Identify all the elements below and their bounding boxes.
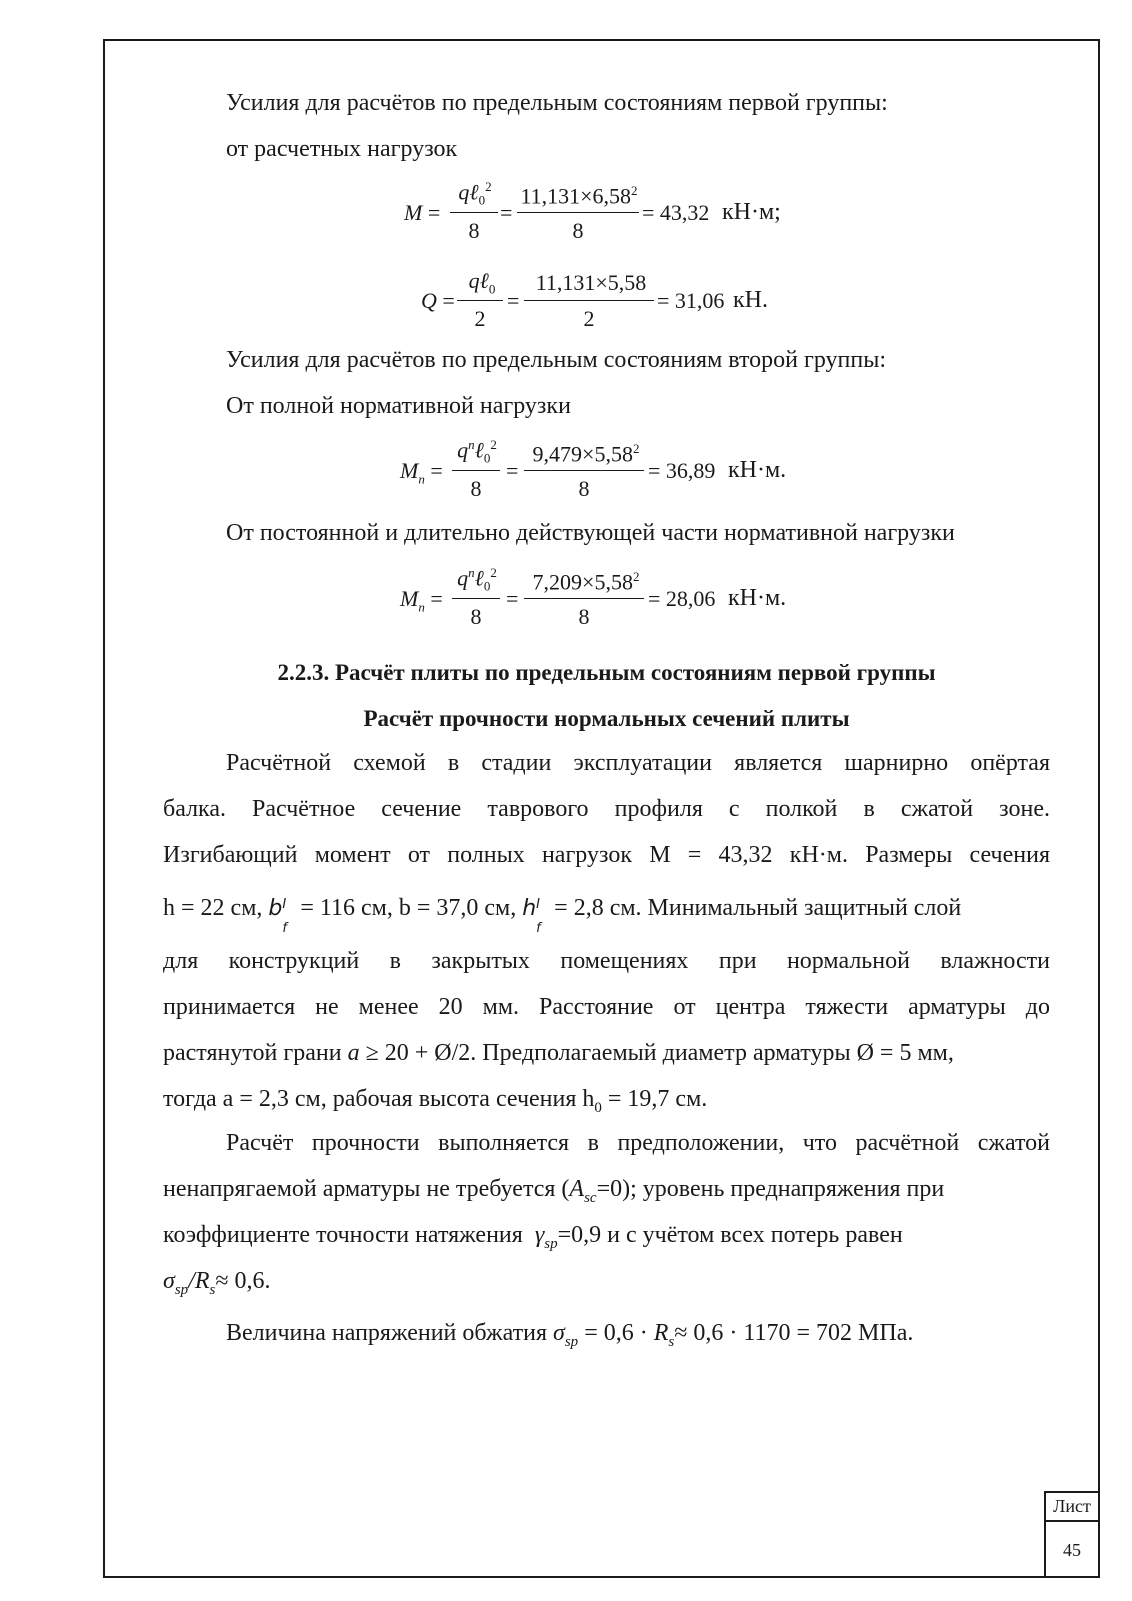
equation-normative-moment: $M_n$ = $q^n\ell_0^2$ 8 = $9,479\times 5,58^2$ 8 = 36,89 кН·м. — [400, 437, 787, 501]
body-line: принимается не менее 20 мм. Расстояние от центра тяжести арматуры до — [163, 994, 1050, 1020]
body-line: Расчётной схемой в стадии эксплуатации является шарнирно опёртая — [226, 750, 1050, 776]
body-line-dimensions: h = 22 см, b f I = 116 см, b = 37,0 см, h f I = 2,8 см. Минимальный защитный слой — [163, 895, 962, 936]
body-line-compressed-reinforcement: ненапрягаемой арматуры не требуется $(A_{sc}=0)$; уровень преднапряжения при — [163, 1176, 945, 1206]
sheet-stamp — [1044, 1491, 1100, 1578]
equation-long-term-moment: $M_n$ = $q^n\ell_0^2$ 8 = $7,209\times 5,58^2$ 8 = 28,06 кН·м. — [400, 565, 787, 629]
section-heading: 2.2.3. Расчёт плиты по предельным состояниям первой группы — [277, 660, 936, 685]
paragraph-full-normative: От полной нормативной нагрузки — [226, 393, 571, 419]
paragraph-long-term-normative: От постоянной и длительно действующей части нормативной нагрузки — [226, 520, 955, 546]
subsection-heading: Расчёт прочности нормальных сечений плиты — [363, 706, 850, 731]
paragraph-forces-first-group: Усилия для расчётов по предельным состояниям первой группы: — [226, 90, 888, 116]
body-line-prestress: Величина напряжений обжатия $\sigma_{sp} = 0,6 \cdot R_s\approx 0,6 \cdot 1170 = 702$ МПа. — [226, 1320, 914, 1350]
sheet-number: 45 — [1063, 1540, 1081, 1560]
body-line-working-height: тогда а = 2,3 см, рабочая высота сечения $h_0 = 19,7$ см. — [163, 1086, 708, 1116]
body-line: балка. Расчётное сечение таврового профиля с полкой в сжатой зоне. — [163, 796, 1050, 822]
equation-moment: M = qℓ$_0^2$ 8 = $11,131\times 6,58^2$ 8 = 43,32 кН·м; — [404, 179, 781, 243]
sheet-label: Лист — [1046, 1493, 1098, 1522]
body-line: для конструкций в закрытых помещениях при нормальной влажности — [163, 948, 1050, 974]
equation-shear: Q = qℓ$_0$ 2 = 11,131×5,58 2 = 31,06 кН. — [421, 268, 768, 331]
body-line-tension-accuracy: коэффициенте точности натяжения $\gamma_{sp}=0,9$ и с учётом всех потерь равен — [163, 1222, 903, 1252]
body-line: Расчёт прочности выполняется в предположении, что расчётной сжатой — [226, 1130, 1050, 1156]
paragraph-forces-second-group: Усилия для расчётов по предельным состояниям второй группы: — [226, 347, 887, 373]
body-line: Изгибающий момент от полных нагрузок М = 43,32 кН·м. Размеры сечения — [163, 842, 1050, 868]
body-line-stress-ratio: $\sigma_{sp}/R_s\approx 0,6$. — [163, 1268, 271, 1298]
paragraph-design-loads: от расчетных нагрузок — [226, 136, 458, 162]
body-line-cover: растянутой грани a ≥ 20 + Ø/2. Предполагаемый диаметр арматуры Ø = 5 мм, — [163, 1040, 954, 1066]
